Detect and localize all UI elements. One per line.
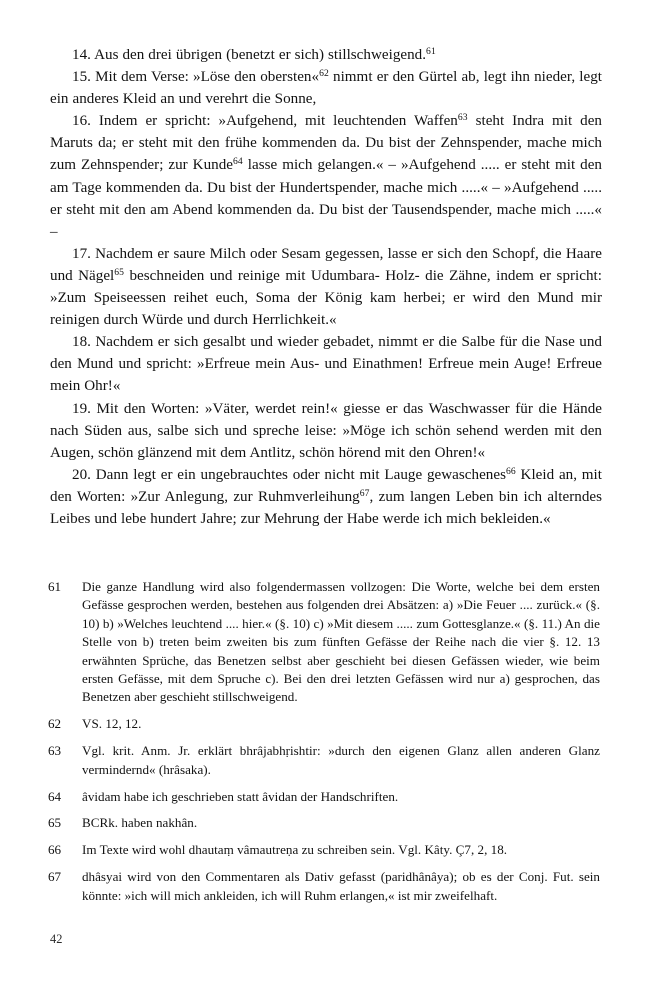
footnote-number: 61 <box>48 579 62 594</box>
footnote-entry <box>48 578 600 707</box>
paragraph-16 <box>50 110 602 243</box>
footnote-text: BCRk. haben nakhân. <box>82 815 198 831</box>
footnote-text: Vgl. krit. Anm. Jr. erklärt bhrâjabhṛishtir: »durch den eigenen Glanz allen anderen Glanz vermindernd« (hrâsaka). <box>82 743 600 777</box>
paragraph-20-text-before: 20. Dann legt er ein ungebrauchtes oder nicht mit Lauge gewaschenes <box>72 466 506 483</box>
footnote-entry <box>48 742 600 779</box>
paragraph-19 <box>50 398 602 464</box>
paragraph-17-text-before: 17. Nachdem er saure Milch oder Sesam gegessen, lasse er sich den Schopf, die Haare und Nägel <box>50 245 602 284</box>
paragraph-18-text: 18. Nachdem er sich gesalbt und wieder gebadet, nimmt er die Salbe für die Nase und den Mund und spricht: »Erfreue mein Aus- und Einathmen! Erfreue mein Auge! Erfreue mein Ohr!« <box>50 334 602 395</box>
footnote-marker-61[interactable]: 61 <box>426 46 436 58</box>
paragraph-15 <box>50 66 602 110</box>
footnote-apparatus <box>48 578 600 905</box>
footnote-number: 64 <box>48 788 62 804</box>
footnote-marker-62[interactable]: 62 <box>319 68 329 80</box>
footnote-entry <box>48 868 600 905</box>
paragraph-14-text: 14. Aus den drei übrigen (benetzt er sich) stillschweigend. <box>72 47 427 63</box>
footnote-text: Die ganze Handlung wird also folgendermassen vollzogen: Die Worte, welche bei dem ersten Gefässe gesprochen werden, bestehen aus folgenden drei Absätzen: a) »Die Feuer .... zurück.« (§. 10) b) »Welches leuchtend .... hier.« (§. 10) c) »Mit diesem ..... zum Gottesglanze.« (§. 11.) An die Stelle von b) treten beim zweiten bis zum fünften Gefässe der Reihe nach die vier §. 12. 13 erwähnten Sprüche, das Benetzen selbst aber geschieht bei diesen Gefässen wieder, wie beim ersten Gefässe, mit dem Spruche c). Bei den drei letzten Gefässen wird nur a) gesprochen, das Benetzen aber geschieht stillschweigend. <box>82 579 600 705</box>
footnote-marker-64[interactable]: 64 <box>233 156 243 168</box>
paragraph-16-text-before: 16. Indem er spricht: »Aufgehend, mit leuchtenden Waffen <box>72 113 458 130</box>
footnote-entry <box>48 715 600 733</box>
main-text-block <box>50 44 602 530</box>
footnote-number: 65 <box>48 815 62 831</box>
footnote-number: 63 <box>48 743 62 759</box>
paragraph-16-text-middle: steht Indra mit den Maruts da; er steht mit den frühe kommenden da. Du bist der Zehnspender, mache mich zum Zehnspender; zur Kunde <box>50 113 602 174</box>
footnote-text: VS. 12, 12. <box>82 716 142 732</box>
paragraph-17-text-after: beschneiden und reinige mit Udumbara- Holz- die Zähne, indem er spricht: »Zum Speiseessen reihet euch, Soma der König kam herbei; er wird den Mund mir reinigen durch Würde und durch Herrlichkeit.« <box>50 267 602 329</box>
footnote-entry <box>48 841 600 859</box>
paragraph-14 <box>50 44 602 66</box>
paragraph-20 <box>50 464 602 530</box>
footnote-marker-66[interactable]: 66 <box>505 465 516 477</box>
paragraph-20-text-after: , zum langen Leben bin ich alterndes Leibes und lebe hundert Jahre; zur Mehrung der Habe werde ich mich bekleiden.« <box>50 488 602 527</box>
paragraph-18 <box>50 331 602 397</box>
page-number: 42 <box>50 932 63 946</box>
footnote-marker-65[interactable]: 65 <box>114 266 125 278</box>
footnote-entry <box>48 814 600 832</box>
footnote-text: dhâsyai wird von den Commentaren als Dativ gefasst (paridhânâya); ob es der Conj. Fut. sein könnte: »ich will mich ankleiden, ich will Ruhm erlangen,« ist mir zweifelhaft. <box>82 869 600 903</box>
paragraph-20-text-middle: Kleid an, mit den Worten: »Zur Anlegung, zur Ruhmverleihung <box>50 466 602 505</box>
footnote-entry <box>48 788 600 806</box>
paragraph-15-text-after: nimmt er den Gürtel ab, legt ihn nieder, legt ein anderes Kleid an und verehrt die Sonne, <box>50 69 602 108</box>
footnote-number: 67 <box>48 869 62 885</box>
footnote-marker-63[interactable]: 63 <box>457 112 468 124</box>
paragraph-17 <box>50 243 602 331</box>
footnote-text: âvidam habe ich geschrieben statt âvidan der Handschriften. <box>82 788 399 804</box>
footnote-number: 62 <box>48 716 62 732</box>
paragraph-19-text: 19. Mit den Worten: »Väter, werdet rein!« giesse er das Waschwasser für die Hände nach Süden aus, salbe sich und spreche leise: »Möge ich schön sehend werden mit den Augen, schön glänzend mit dem Antlitz, schön hörend mit den Ohren!« <box>50 400 602 461</box>
footnote-text: Im Texte wird wohl dhautaṃ vâmautreṇa zu schreiben sein. Vgl. Kâty. Ç7, 2, 18. <box>82 842 508 858</box>
footnote-number: 66 <box>48 842 62 858</box>
footnote-marker-67[interactable]: 67 <box>359 487 370 499</box>
paragraph-16-text-after: lasse mich gelangen.« – »Aufgehend ..... er steht mit den am Tage kommenden da. Du bist der Hundertspender, mache mich .....« – »Aufgehend ..... er steht mit den am Abend kommenden da. Du bist der Tausendspender, mache mich .....« – <box>50 157 602 240</box>
paragraph-15-text-before: 15. Mit dem Verse: »Löse den obersten« <box>72 69 320 86</box>
